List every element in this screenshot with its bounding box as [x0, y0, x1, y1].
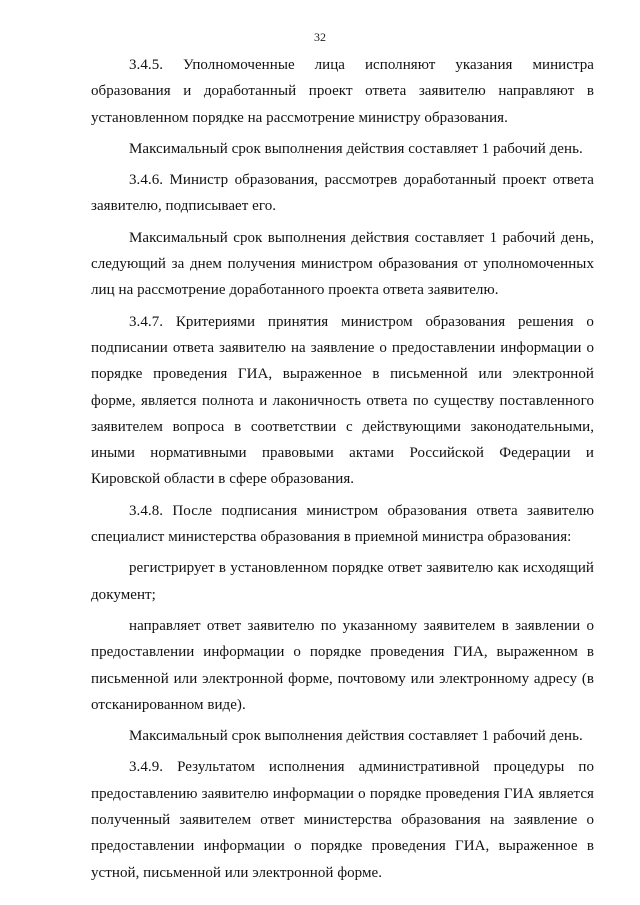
paragraph-3-4-8: 3.4.8. После подписания министром образования ответа заявителю специалист министерства образования в приемной министра образования:: [91, 502, 594, 546]
paragraph-3-4-5: 3.4.5. Уполномоченные лица исполняют указания министра образования и доработанный проект ответа заявителю направляют в установленном порядке на рассмотрение министру образования.: [91, 57, 594, 126]
paragraph-send: направляет ответ заявителю по указанному заявителем в заявлении о предоставлении информации о порядке проведения ГИА, выраженном в письменной или электронной форме, почтовому или электронному адресу (в отсканированном виде).: [91, 617, 594, 713]
paragraph-deadline-1: Максимальный срок выполнения действия составляет 1 рабочий день.: [129, 140, 583, 157]
paragraph-3-4-7: 3.4.7. Критериями принятия министром образования решения о подписании ответа заявителю на заявление о предоставлении информации о порядке проведения ГИА, выраженное в письменной или электронной форме, является полнота и лаконичность ответа по существу поставленного заявителем вопроса в соответствии с действующими законодательными, иными нормативными правовыми актами Российской Федерации и Кировской области в сфере образования.: [91, 313, 594, 488]
paragraph-deadline-3: Максимальный срок выполнения действия составляет 1 рабочий день.: [129, 728, 583, 745]
page-number: 32: [314, 30, 326, 44]
paragraph-deadline-2: Максимальный срок выполнения действия составляет 1 рабочий день, следующий за днем получения министром образования от уполномоченных лиц на рассмотрение доработанного проекта ответа заявителю.: [91, 229, 594, 299]
document-body: [91, 52, 594, 891]
paragraph-3-4-9: 3.4.9. Результатом исполнения административной процедуры по предоставлению заявителю информации о порядке проведения ГИА является полученный заявителем ответ министерства образования на заявление о предоставлении информации о порядке проведения ГИА, выраженное в устной, письменной или электронной форме.: [91, 759, 594, 881]
paragraph-register: регистрирует в установленном порядке ответ заявителю как исходящий документ;: [91, 560, 594, 603]
paragraph-3-4-6: 3.4.6. Министр образования, рассмотрев доработанный проект ответа заявителю, подписывает его.: [91, 172, 594, 215]
